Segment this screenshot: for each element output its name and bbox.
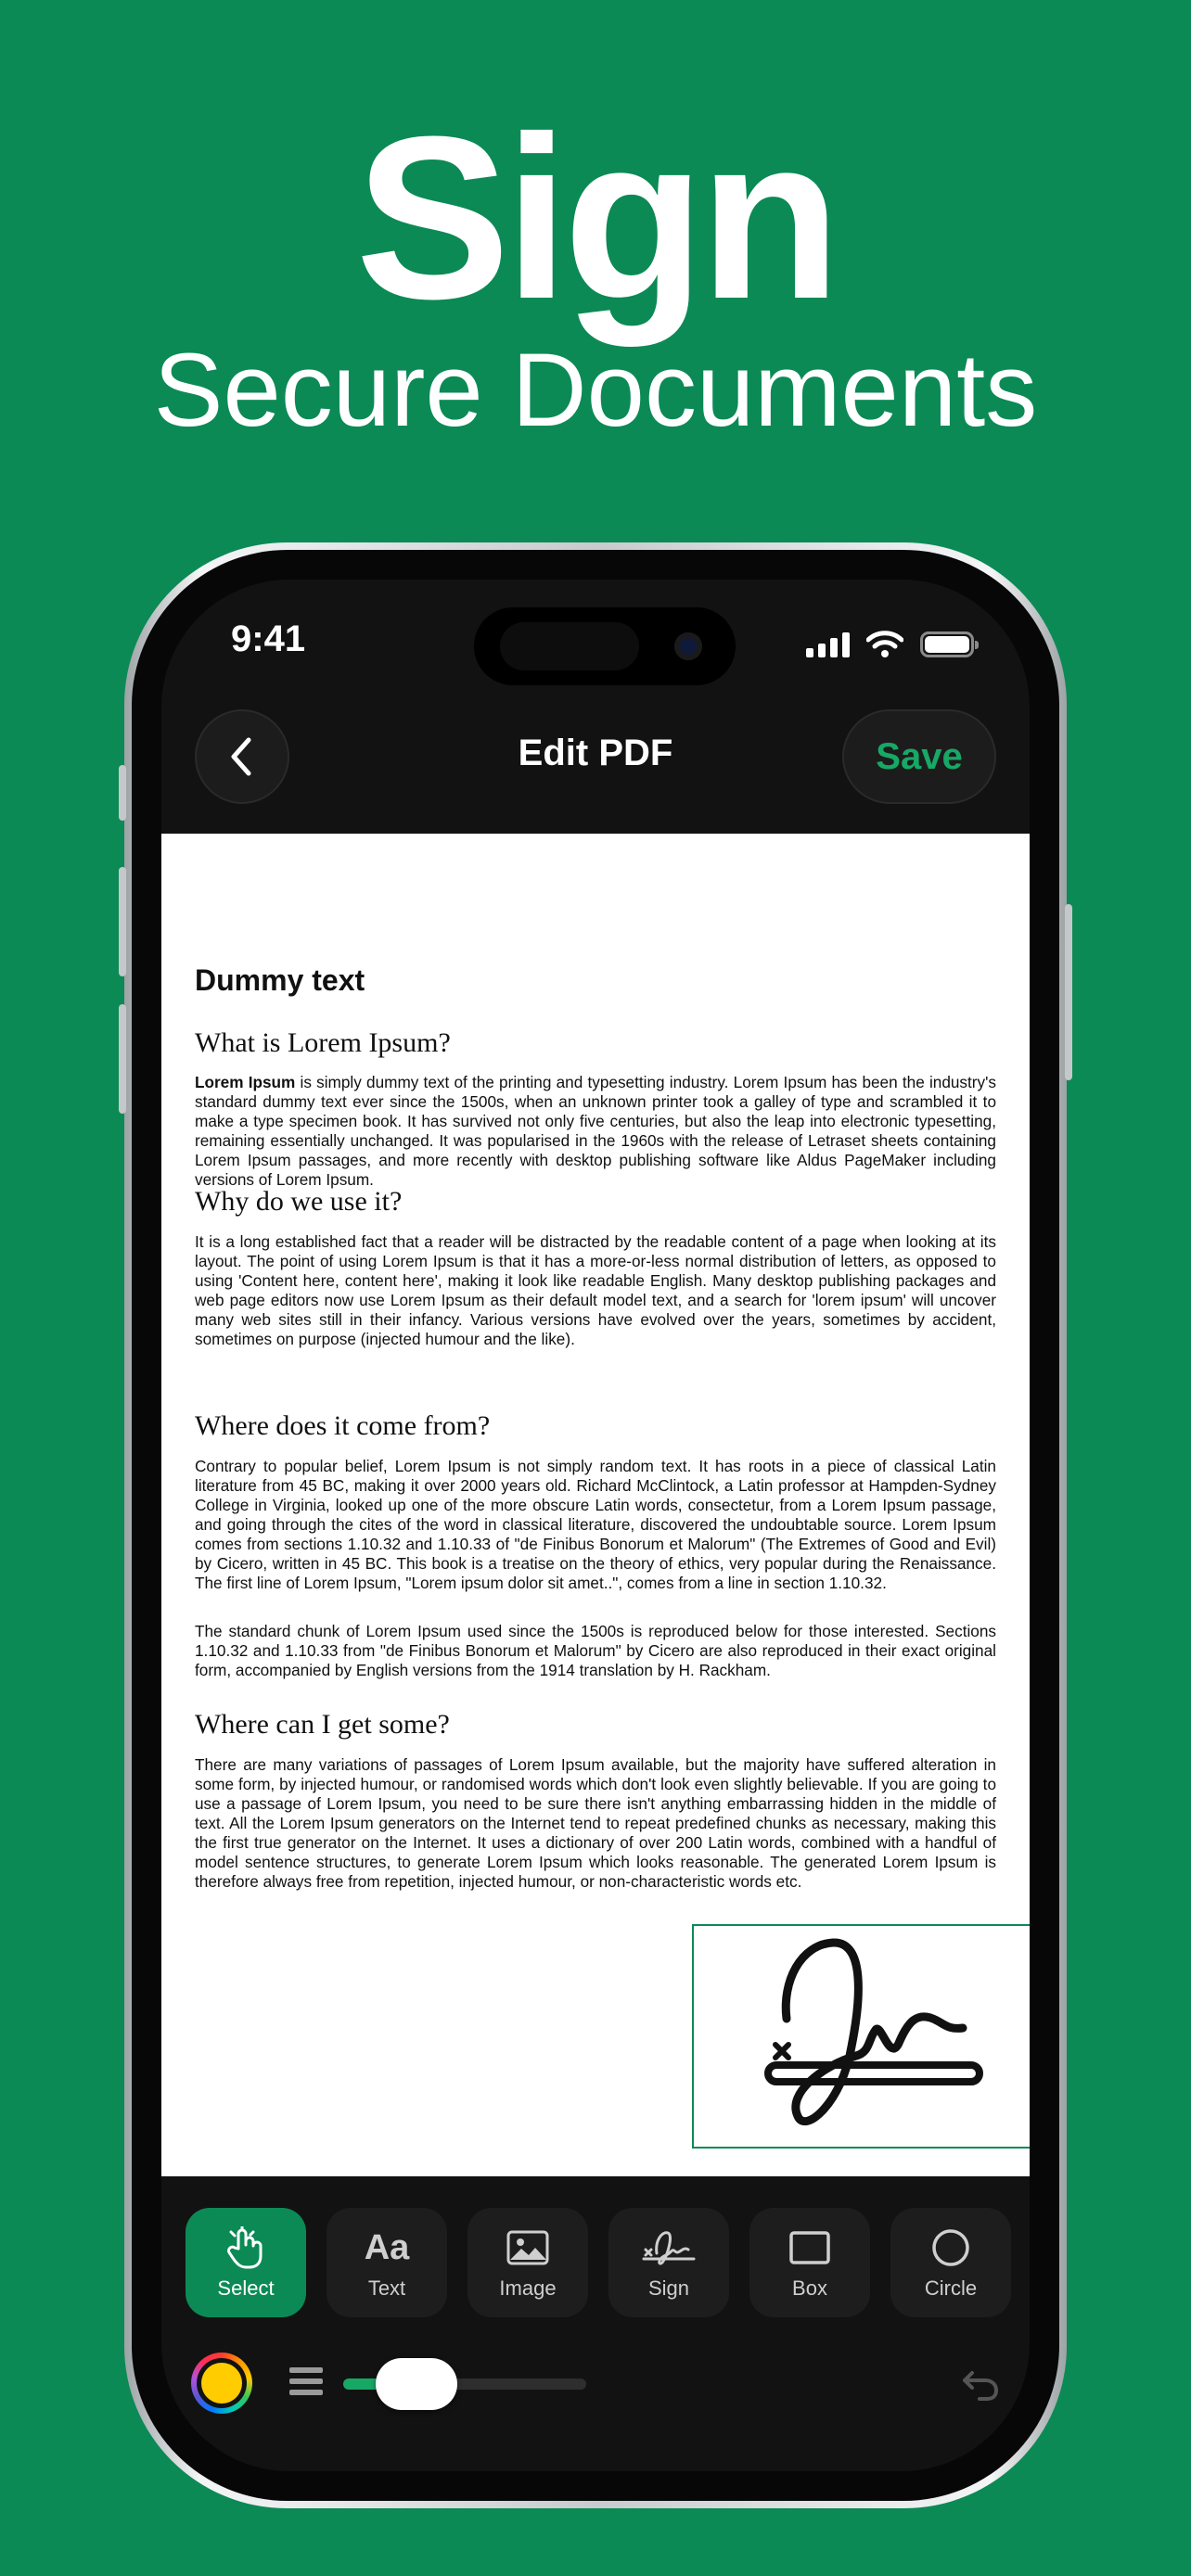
tool-label: Sign xyxy=(647,2276,690,2300)
save-button[interactable]: Save xyxy=(842,709,996,804)
wifi-icon xyxy=(866,631,903,658)
text-aa-icon: Aa xyxy=(364,2227,410,2267)
page-title: Edit PDF xyxy=(518,733,673,773)
tool-box[interactable] xyxy=(749,2208,870,2317)
front-camera-icon xyxy=(674,632,702,660)
section-paragraph: There are many variations of passages of Lorem Ipsum available, but the majority have suffered alteration in some form, by injected humour, or randomised words which don't look even slightly believable. If you are going to use a passage of Lorem Ipsum, you need to be sure there isn't anything embarrassing hidden in the middle of text. All the Lorem Ipsum generators on the Internet tend to repeat predefined chunks as necessary, making this the first true generator on the Internet. It uses a dictionary of over 200 Latin words, combined with a handful of model sentence structures, to generate Lorem Ipsum which looks reasonable. The generated Lorem Ipsum is therefore always free from repetition, injected humour, or non-characteristic words etc. xyxy=(195,1755,996,1891)
island-pill xyxy=(500,622,639,670)
status-icons xyxy=(806,626,974,663)
tool-label: Image xyxy=(499,2276,557,2300)
selected-color-swatch xyxy=(201,2363,242,2404)
stroke-controls xyxy=(161,2353,1030,2427)
signature-box[interactable] xyxy=(692,1924,1030,2149)
status-time: 9:41 xyxy=(231,618,306,659)
section-paragraph: Contrary to popular belief, Lorem Ipsum is not simply random text. It has roots in a piece of classical Latin literature from 45 BC, making it over 2000 years old. Richard McClintock, a Latin professor at Hampden-Sydney College in Virginia, looked up one of the more obscure Latin words, consectetur, from a Lorem Ipsum passage, and going through the cites of the word in classical literature, discovered the undoubtable source. Lorem Ipsum comes from sections 1.10.32 and 1.10.33 of "de Finibus Bonorum et Malorum" (The Extremes of Good and Evil) by Cicero, written in 45 BC. This book is a treatise on the theory of ethics, very popular during the Renaissance. The first line of Lorem Ipsum, "Lorem ipsum dolor sit amet..", comes from a line in section 1.10.32. xyxy=(195,1457,996,1592)
lead-text: Lorem Ipsum xyxy=(195,1073,296,1091)
signature-icon xyxy=(642,2225,696,2271)
tool-text[interactable] xyxy=(327,2208,447,2317)
slider-thumb[interactable] xyxy=(376,2358,457,2410)
section-title: Where can I get some? xyxy=(195,1709,450,1740)
signature-icon xyxy=(694,1926,1030,2147)
line-width-icon[interactable] xyxy=(289,2367,323,2399)
circle-icon xyxy=(931,2225,970,2271)
undo-icon[interactable] xyxy=(959,2364,1000,2404)
tool-image[interactable] xyxy=(467,2208,588,2317)
battery-icon xyxy=(920,631,974,657)
pdf-page[interactable] xyxy=(161,834,1030,2176)
tool-label: Circle xyxy=(924,2276,978,2300)
phone-volume-down xyxy=(119,1004,126,1114)
tool-circle[interactable] xyxy=(890,2208,1011,2317)
section-paragraph: It is a long established fact that a reader will be distracted by the readable content of a page when looking at its layout. The point of using Lorem Ipsum is that it has a more-or-less normal distribution of letters, as opposed to using 'Content here, content here', making it look like readable English. Many desktop publishing packages and web page editors now use Lorem Ipsum as their default model text, and a search for 'lorem ipsum' will uncover many web sites still in their infancy. Various versions have evolved over the years, sometimes by accident, sometimes on purpose (injected humour and the like). xyxy=(195,1232,996,1348)
tool-sign[interactable] xyxy=(608,2208,729,2317)
doc-heading: Dummy text xyxy=(195,963,365,997)
phone-bezel xyxy=(132,550,1059,2501)
tool-bar xyxy=(161,2191,1030,2302)
hero-title: Sign xyxy=(355,88,836,347)
paragraph-text: is simply dummy text of the printing and typesetting industry. Lorem Ipsum has been the industry's standard dummy text ever since the 1500s, when an unknown printer took a galley of type and scrambled it to make a type specimen book. It has survived not only five centuries, but also the leap into electronic typesetting, remaining essentially unchanged. It was popularised in the 1960s with the release of Letraset sheets containing Lorem Ipsum passages, and more recently with desktop publishing software like Aldus PageMaker including versions of Lorem Ipsum. xyxy=(195,1073,996,1189)
section-title: Where does it come from? xyxy=(195,1410,491,1441)
phone-screen xyxy=(161,580,1030,2471)
section-title: Why do we use it? xyxy=(195,1186,403,1217)
hand-pointer-icon xyxy=(225,2225,266,2271)
cellular-signal-icon xyxy=(806,631,850,657)
tool-label: Select xyxy=(217,2276,275,2300)
dynamic-island xyxy=(474,607,736,685)
phone-action-button xyxy=(119,765,126,821)
phone-frame xyxy=(124,542,1067,2508)
section-paragraph xyxy=(195,1073,996,1190)
color-picker-button[interactable] xyxy=(191,2353,252,2414)
tool-label: Box xyxy=(792,2276,827,2300)
image-icon xyxy=(506,2225,549,2271)
section-paragraph: The standard chunk of Lorem Ipsum used since the 1500s is reproduced below for those interested. Sections 1.10.32 and 1.10.33 from "de Finibus Bonorum et Malorum" by Cicero are also reproduced in their exact original form, accompanied by English versions from the 1914 translation by H. Rackham. xyxy=(195,1622,996,1679)
hero-subtitle: Secure Documents xyxy=(153,332,1038,448)
phone-power-button xyxy=(1065,904,1072,1080)
rectangle-icon xyxy=(789,2225,830,2271)
tool-label: Text xyxy=(367,2276,406,2300)
tool-select[interactable] xyxy=(186,2208,306,2317)
phone-volume-up xyxy=(119,867,126,976)
section-title: What is Lorem Ipsum? xyxy=(195,1027,451,1058)
